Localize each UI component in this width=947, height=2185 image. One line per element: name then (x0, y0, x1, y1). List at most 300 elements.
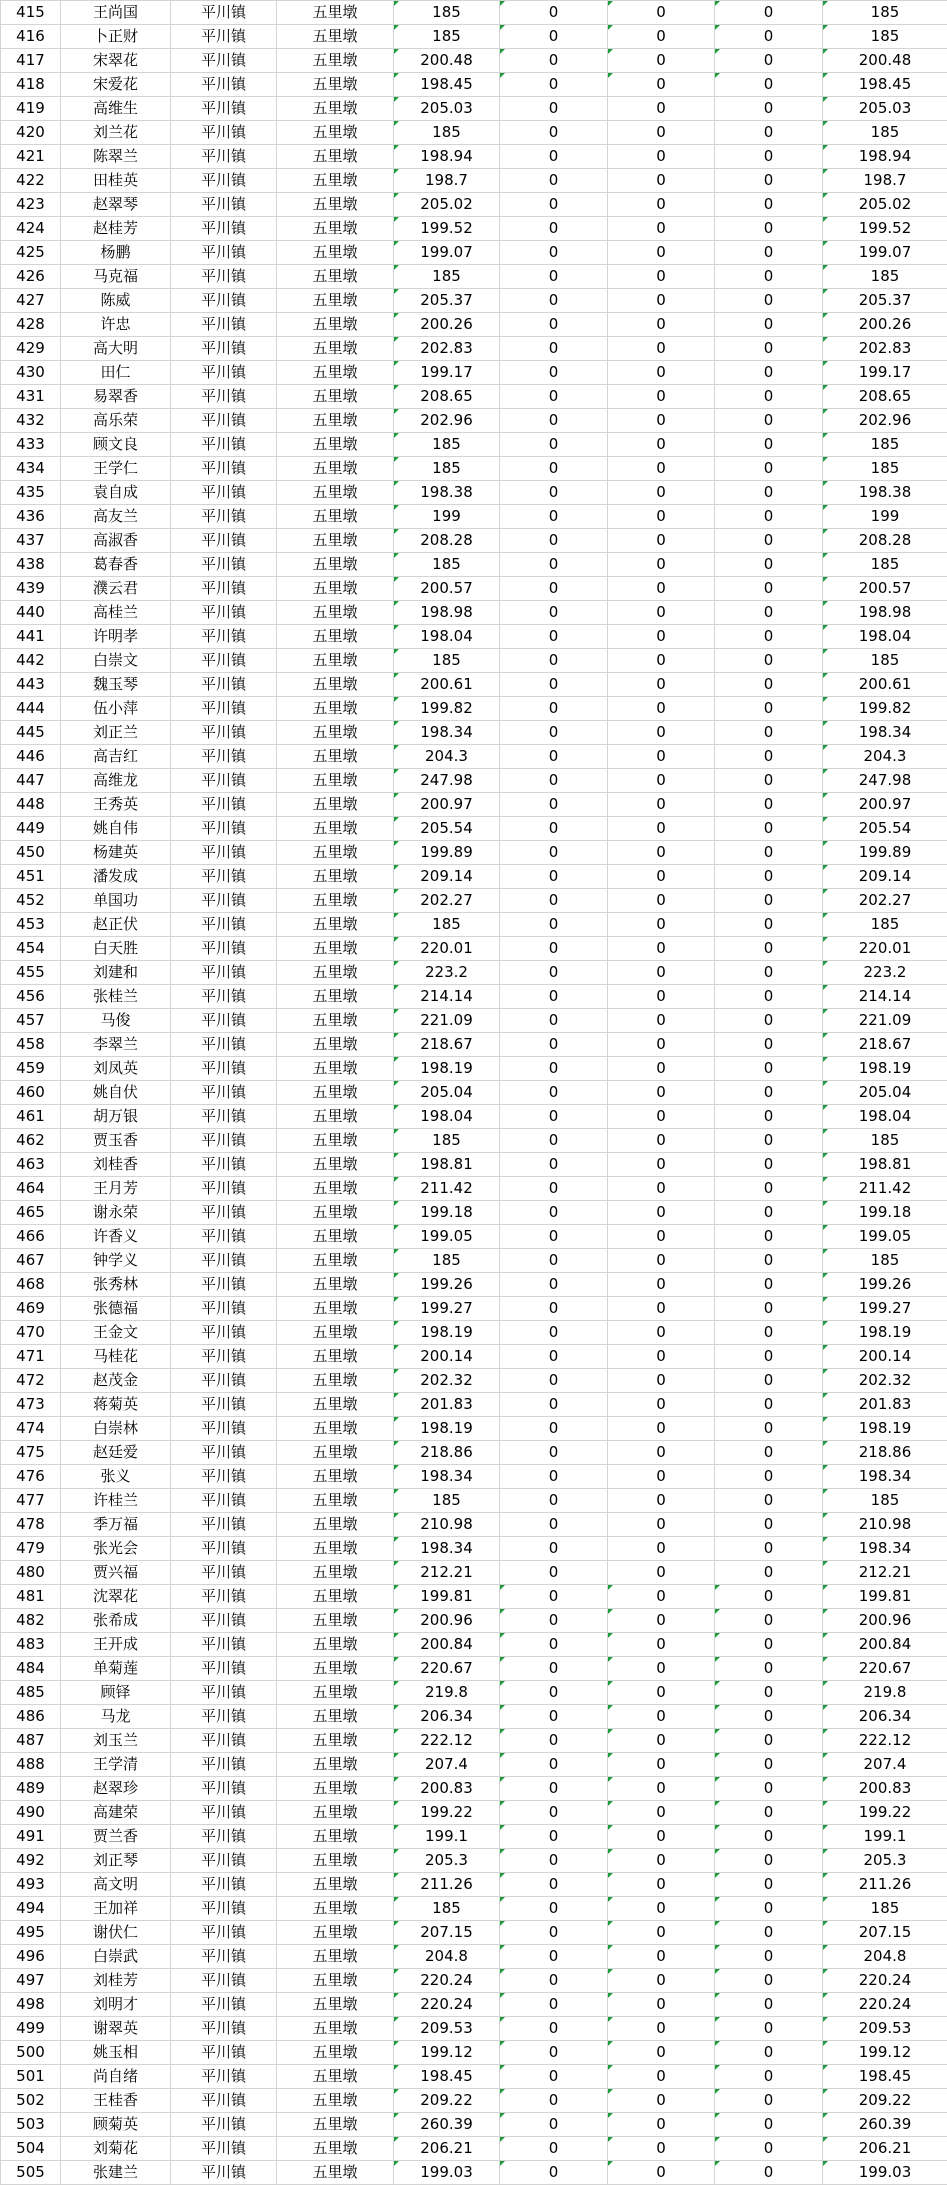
name-cell[interactable]: 单国功 (61, 889, 171, 913)
value-cell[interactable]: 0 (608, 217, 715, 241)
total-cell[interactable]: 200.97 (823, 793, 947, 817)
name-cell[interactable]: 陈威 (61, 289, 171, 313)
town-cell[interactable]: 平川镇 (171, 985, 277, 1009)
value-cell[interactable]: 0 (715, 2161, 823, 2185)
value-cell[interactable]: 0 (715, 601, 823, 625)
amount-cell[interactable]: 202.27 (394, 889, 500, 913)
row-number-cell[interactable]: 504 (1, 2137, 61, 2161)
name-cell[interactable]: 刘桂芳 (61, 1969, 171, 1993)
value-cell[interactable]: 0 (500, 1753, 608, 1777)
value-cell[interactable]: 0 (500, 793, 608, 817)
name-cell[interactable]: 贾兴福 (61, 1561, 171, 1585)
amount-cell[interactable]: 198.98 (394, 601, 500, 625)
row-number-cell[interactable]: 456 (1, 985, 61, 1009)
value-cell[interactable]: 0 (608, 769, 715, 793)
name-cell[interactable]: 张桂兰 (61, 985, 171, 1009)
amount-cell[interactable]: 198.34 (394, 1537, 500, 1561)
value-cell[interactable]: 0 (500, 1009, 608, 1033)
amount-cell[interactable]: 260.39 (394, 2113, 500, 2137)
name-cell[interactable]: 季万福 (61, 1513, 171, 1537)
value-cell[interactable]: 0 (500, 817, 608, 841)
name-cell[interactable]: 马俊 (61, 1009, 171, 1033)
total-cell[interactable]: 185 (823, 265, 947, 289)
village-cell[interactable]: 五里墩 (277, 1321, 394, 1345)
value-cell[interactable]: 0 (715, 1657, 823, 1681)
value-cell[interactable]: 0 (715, 1441, 823, 1465)
value-cell[interactable]: 0 (608, 1873, 715, 1897)
amount-cell[interactable]: 204.8 (394, 1945, 500, 1969)
name-cell[interactable]: 贾兰香 (61, 1825, 171, 1849)
village-cell[interactable]: 五里墩 (277, 49, 394, 73)
row-number-cell[interactable]: 461 (1, 1105, 61, 1129)
value-cell[interactable]: 0 (715, 481, 823, 505)
value-cell[interactable]: 0 (608, 1129, 715, 1153)
value-cell[interactable]: 0 (500, 25, 608, 49)
value-cell[interactable]: 0 (608, 1153, 715, 1177)
value-cell[interactable]: 0 (500, 1945, 608, 1969)
row-number-cell[interactable]: 488 (1, 1753, 61, 1777)
amount-cell[interactable]: 202.32 (394, 1369, 500, 1393)
value-cell[interactable]: 0 (500, 1393, 608, 1417)
total-cell[interactable]: 220.01 (823, 937, 947, 961)
value-cell[interactable]: 0 (715, 241, 823, 265)
total-cell[interactable]: 185 (823, 1, 947, 25)
value-cell[interactable]: 0 (608, 1, 715, 25)
value-cell[interactable]: 0 (715, 1537, 823, 1561)
town-cell[interactable]: 平川镇 (171, 1801, 277, 1825)
town-cell[interactable]: 平川镇 (171, 2137, 277, 2161)
value-cell[interactable]: 0 (500, 1825, 608, 1849)
value-cell[interactable]: 0 (608, 529, 715, 553)
value-cell[interactable]: 0 (500, 769, 608, 793)
amount-cell[interactable]: 185 (394, 1249, 500, 1273)
village-cell[interactable]: 五里墩 (277, 1273, 394, 1297)
value-cell[interactable]: 0 (608, 97, 715, 121)
village-cell[interactable]: 五里墩 (277, 577, 394, 601)
village-cell[interactable]: 五里墩 (277, 1057, 394, 1081)
village-cell[interactable]: 五里墩 (277, 1633, 394, 1657)
value-cell[interactable]: 0 (608, 1849, 715, 1873)
value-cell[interactable]: 0 (608, 1225, 715, 1249)
name-cell[interactable]: 刘玉兰 (61, 1729, 171, 1753)
value-cell[interactable]: 0 (715, 841, 823, 865)
value-cell[interactable]: 0 (608, 625, 715, 649)
row-number-cell[interactable]: 441 (1, 625, 61, 649)
amount-cell[interactable]: 200.96 (394, 1609, 500, 1633)
village-cell[interactable]: 五里墩 (277, 889, 394, 913)
town-cell[interactable]: 平川镇 (171, 817, 277, 841)
total-cell[interactable]: 218.67 (823, 1033, 947, 1057)
town-cell[interactable]: 平川镇 (171, 577, 277, 601)
name-cell[interactable]: 马龙 (61, 1705, 171, 1729)
town-cell[interactable]: 平川镇 (171, 1777, 277, 1801)
total-cell[interactable]: 185 (823, 913, 947, 937)
name-cell[interactable]: 刘明才 (61, 1993, 171, 2017)
village-cell[interactable]: 五里墩 (277, 1081, 394, 1105)
value-cell[interactable]: 0 (608, 2113, 715, 2137)
village-cell[interactable]: 五里墩 (277, 625, 394, 649)
value-cell[interactable]: 0 (608, 1201, 715, 1225)
name-cell[interactable]: 沈翠花 (61, 1585, 171, 1609)
row-number-cell[interactable]: 455 (1, 961, 61, 985)
value-cell[interactable]: 0 (715, 433, 823, 457)
town-cell[interactable]: 平川镇 (171, 2113, 277, 2137)
amount-cell[interactable]: 199.26 (394, 1273, 500, 1297)
amount-cell[interactable]: 199.81 (394, 1585, 500, 1609)
value-cell[interactable]: 0 (608, 409, 715, 433)
row-number-cell[interactable]: 421 (1, 145, 61, 169)
row-number-cell[interactable]: 489 (1, 1777, 61, 1801)
value-cell[interactable]: 0 (500, 2089, 608, 2113)
row-number-cell[interactable]: 445 (1, 721, 61, 745)
row-number-cell[interactable]: 498 (1, 1993, 61, 2017)
value-cell[interactable]: 0 (715, 121, 823, 145)
town-cell[interactable]: 平川镇 (171, 1489, 277, 1513)
name-cell[interactable]: 赵廷爱 (61, 1441, 171, 1465)
village-cell[interactable]: 五里墩 (277, 1393, 394, 1417)
row-number-cell[interactable]: 491 (1, 1825, 61, 1849)
amount-cell[interactable]: 199.89 (394, 841, 500, 865)
name-cell[interactable]: 高建荣 (61, 1801, 171, 1825)
value-cell[interactable]: 0 (608, 1057, 715, 1081)
town-cell[interactable]: 平川镇 (171, 1201, 277, 1225)
total-cell[interactable]: 218.86 (823, 1441, 947, 1465)
amount-cell[interactable]: 198.04 (394, 1105, 500, 1129)
value-cell[interactable]: 0 (608, 193, 715, 217)
value-cell[interactable]: 0 (715, 1033, 823, 1057)
name-cell[interactable]: 高桂兰 (61, 601, 171, 625)
value-cell[interactable]: 0 (715, 1201, 823, 1225)
total-cell[interactable]: 185 (823, 433, 947, 457)
amount-cell[interactable]: 185 (394, 25, 500, 49)
value-cell[interactable]: 0 (715, 1969, 823, 1993)
village-cell[interactable]: 五里墩 (277, 529, 394, 553)
value-cell[interactable]: 0 (500, 937, 608, 961)
row-number-cell[interactable]: 484 (1, 1657, 61, 1681)
total-cell[interactable]: 204.3 (823, 745, 947, 769)
row-number-cell[interactable]: 435 (1, 481, 61, 505)
amount-cell[interactable]: 200.57 (394, 577, 500, 601)
value-cell[interactable]: 0 (500, 1465, 608, 1489)
value-cell[interactable]: 0 (608, 673, 715, 697)
value-cell[interactable]: 0 (608, 985, 715, 1009)
value-cell[interactable]: 0 (500, 1537, 608, 1561)
value-cell[interactable]: 0 (500, 1873, 608, 1897)
row-number-cell[interactable]: 471 (1, 1345, 61, 1369)
value-cell[interactable]: 0 (715, 25, 823, 49)
row-number-cell[interactable]: 440 (1, 601, 61, 625)
value-cell[interactable]: 0 (715, 1585, 823, 1609)
name-cell[interactable]: 王开成 (61, 1633, 171, 1657)
value-cell[interactable]: 0 (500, 1105, 608, 1129)
value-cell[interactable]: 0 (715, 1897, 823, 1921)
total-cell[interactable]: 199.17 (823, 361, 947, 385)
value-cell[interactable]: 0 (715, 193, 823, 217)
village-cell[interactable]: 五里墩 (277, 1561, 394, 1585)
town-cell[interactable]: 平川镇 (171, 769, 277, 793)
value-cell[interactable]: 0 (608, 2089, 715, 2113)
total-cell[interactable]: 200.57 (823, 577, 947, 601)
amount-cell[interactable]: 198.45 (394, 2065, 500, 2089)
total-cell[interactable]: 200.14 (823, 1345, 947, 1369)
row-number-cell[interactable]: 448 (1, 793, 61, 817)
total-cell[interactable]: 205.37 (823, 289, 947, 313)
total-cell[interactable]: 199.52 (823, 217, 947, 241)
value-cell[interactable]: 0 (608, 1753, 715, 1777)
amount-cell[interactable]: 223.2 (394, 961, 500, 985)
amount-cell[interactable]: 205.02 (394, 193, 500, 217)
town-cell[interactable]: 平川镇 (171, 625, 277, 649)
value-cell[interactable]: 0 (500, 121, 608, 145)
village-cell[interactable]: 五里墩 (277, 553, 394, 577)
amount-cell[interactable]: 208.65 (394, 385, 500, 409)
value-cell[interactable]: 0 (500, 1969, 608, 1993)
row-number-cell[interactable]: 436 (1, 505, 61, 529)
amount-cell[interactable]: 221.09 (394, 1009, 500, 1033)
town-cell[interactable]: 平川镇 (171, 433, 277, 457)
town-cell[interactable]: 平川镇 (171, 649, 277, 673)
row-number-cell[interactable]: 452 (1, 889, 61, 913)
name-cell[interactable]: 许香义 (61, 1225, 171, 1249)
amount-cell[interactable]: 220.24 (394, 1969, 500, 1993)
total-cell[interactable]: 198.19 (823, 1057, 947, 1081)
row-number-cell[interactable]: 479 (1, 1537, 61, 1561)
value-cell[interactable]: 0 (500, 1417, 608, 1441)
value-cell[interactable]: 0 (715, 1177, 823, 1201)
total-cell[interactable]: 199.22 (823, 1801, 947, 1825)
row-number-cell[interactable]: 443 (1, 673, 61, 697)
town-cell[interactable]: 平川镇 (171, 937, 277, 961)
town-cell[interactable]: 平川镇 (171, 2017, 277, 2041)
row-number-cell[interactable]: 495 (1, 1921, 61, 1945)
amount-cell[interactable]: 200.84 (394, 1633, 500, 1657)
row-number-cell[interactable]: 437 (1, 529, 61, 553)
value-cell[interactable]: 0 (715, 793, 823, 817)
village-cell[interactable]: 五里墩 (277, 1249, 394, 1273)
town-cell[interactable]: 平川镇 (171, 913, 277, 937)
value-cell[interactable]: 0 (608, 2161, 715, 2185)
amount-cell[interactable]: 206.21 (394, 2137, 500, 2161)
total-cell[interactable]: 199.81 (823, 1585, 947, 1609)
row-number-cell[interactable]: 477 (1, 1489, 61, 1513)
value-cell[interactable]: 0 (715, 505, 823, 529)
village-cell[interactable]: 五里墩 (277, 1297, 394, 1321)
town-cell[interactable]: 平川镇 (171, 1633, 277, 1657)
value-cell[interactable]: 0 (608, 841, 715, 865)
value-cell[interactable]: 0 (500, 2113, 608, 2137)
value-cell[interactable]: 0 (500, 2017, 608, 2041)
value-cell[interactable]: 0 (608, 1657, 715, 1681)
amount-cell[interactable]: 185 (394, 553, 500, 577)
value-cell[interactable]: 0 (608, 1441, 715, 1465)
total-cell[interactable]: 185 (823, 1129, 947, 1153)
name-cell[interactable]: 刘凤英 (61, 1057, 171, 1081)
town-cell[interactable]: 平川镇 (171, 1705, 277, 1729)
value-cell[interactable]: 0 (608, 865, 715, 889)
value-cell[interactable]: 0 (715, 865, 823, 889)
value-cell[interactable]: 0 (715, 913, 823, 937)
value-cell[interactable]: 0 (500, 1849, 608, 1873)
village-cell[interactable]: 五里墩 (277, 1513, 394, 1537)
row-number-cell[interactable]: 463 (1, 1153, 61, 1177)
total-cell[interactable]: 212.21 (823, 1561, 947, 1585)
value-cell[interactable]: 0 (500, 1153, 608, 1177)
name-cell[interactable]: 卜正财 (61, 25, 171, 49)
name-cell[interactable]: 钟学义 (61, 1249, 171, 1273)
total-cell[interactable]: 206.34 (823, 1705, 947, 1729)
value-cell[interactable]: 0 (500, 193, 608, 217)
name-cell[interactable]: 赵翠琴 (61, 193, 171, 217)
village-cell[interactable]: 五里墩 (277, 913, 394, 937)
village-cell[interactable]: 五里墩 (277, 1441, 394, 1465)
total-cell[interactable]: 198.34 (823, 1465, 947, 1489)
town-cell[interactable]: 平川镇 (171, 289, 277, 313)
amount-cell[interactable]: 199.12 (394, 2041, 500, 2065)
amount-cell[interactable]: 205.3 (394, 1849, 500, 1873)
name-cell[interactable]: 宋爱花 (61, 73, 171, 97)
total-cell[interactable]: 185 (823, 1489, 947, 1513)
value-cell[interactable]: 0 (715, 337, 823, 361)
village-cell[interactable]: 五里墩 (277, 1417, 394, 1441)
name-cell[interactable]: 许忠 (61, 313, 171, 337)
village-cell[interactable]: 五里墩 (277, 985, 394, 1009)
amount-cell[interactable]: 218.86 (394, 1441, 500, 1465)
town-cell[interactable]: 平川镇 (171, 673, 277, 697)
value-cell[interactable]: 0 (715, 169, 823, 193)
value-cell[interactable]: 0 (500, 745, 608, 769)
total-cell[interactable]: 185 (823, 649, 947, 673)
value-cell[interactable]: 0 (608, 1513, 715, 1537)
village-cell[interactable]: 五里墩 (277, 313, 394, 337)
town-cell[interactable]: 平川镇 (171, 1273, 277, 1297)
village-cell[interactable]: 五里墩 (277, 25, 394, 49)
value-cell[interactable]: 0 (715, 73, 823, 97)
amount-cell[interactable]: 185 (394, 1489, 500, 1513)
value-cell[interactable]: 0 (715, 1633, 823, 1657)
row-number-cell[interactable]: 431 (1, 385, 61, 409)
total-cell[interactable]: 200.48 (823, 49, 947, 73)
amount-cell[interactable]: 220.01 (394, 937, 500, 961)
village-cell[interactable]: 五里墩 (277, 2017, 394, 2041)
value-cell[interactable]: 0 (715, 1153, 823, 1177)
village-cell[interactable]: 五里墩 (277, 1153, 394, 1177)
town-cell[interactable]: 平川镇 (171, 145, 277, 169)
amount-cell[interactable]: 199.05 (394, 1225, 500, 1249)
value-cell[interactable]: 0 (608, 1345, 715, 1369)
town-cell[interactable]: 平川镇 (171, 481, 277, 505)
town-cell[interactable]: 平川镇 (171, 1081, 277, 1105)
total-cell[interactable]: 185 (823, 553, 947, 577)
amount-cell[interactable]: 199.18 (394, 1201, 500, 1225)
village-cell[interactable]: 五里墩 (277, 937, 394, 961)
value-cell[interactable]: 0 (608, 1561, 715, 1585)
value-cell[interactable]: 0 (500, 1801, 608, 1825)
value-cell[interactable]: 0 (500, 1081, 608, 1105)
amount-cell[interactable]: 198.04 (394, 625, 500, 649)
village-cell[interactable]: 五里墩 (277, 1537, 394, 1561)
value-cell[interactable]: 0 (608, 1537, 715, 1561)
value-cell[interactable]: 0 (608, 961, 715, 985)
amount-cell[interactable]: 207.4 (394, 1753, 500, 1777)
village-cell[interactable]: 五里墩 (277, 1873, 394, 1897)
village-cell[interactable]: 五里墩 (277, 217, 394, 241)
town-cell[interactable]: 平川镇 (171, 697, 277, 721)
value-cell[interactable]: 0 (715, 553, 823, 577)
row-number-cell[interactable]: 442 (1, 649, 61, 673)
total-cell[interactable]: 208.28 (823, 529, 947, 553)
value-cell[interactable]: 0 (500, 2137, 608, 2161)
total-cell[interactable]: 223.2 (823, 961, 947, 985)
total-cell[interactable]: 214.14 (823, 985, 947, 1009)
amount-cell[interactable]: 205.03 (394, 97, 500, 121)
name-cell[interactable]: 张秀林 (61, 1273, 171, 1297)
value-cell[interactable]: 0 (608, 937, 715, 961)
value-cell[interactable]: 0 (608, 1249, 715, 1273)
name-cell[interactable]: 陈翠兰 (61, 145, 171, 169)
town-cell[interactable]: 平川镇 (171, 1, 277, 25)
row-number-cell[interactable]: 462 (1, 1129, 61, 1153)
value-cell[interactable]: 0 (608, 433, 715, 457)
value-cell[interactable]: 0 (715, 49, 823, 73)
village-cell[interactable]: 五里墩 (277, 1825, 394, 1849)
name-cell[interactable]: 白崇文 (61, 649, 171, 673)
value-cell[interactable]: 0 (500, 1225, 608, 1249)
total-cell[interactable]: 205.02 (823, 193, 947, 217)
total-cell[interactable]: 185 (823, 1249, 947, 1273)
row-number-cell[interactable]: 503 (1, 2113, 61, 2137)
value-cell[interactable]: 0 (500, 1513, 608, 1537)
value-cell[interactable]: 0 (500, 1993, 608, 2017)
village-cell[interactable]: 五里墩 (277, 721, 394, 745)
town-cell[interactable]: 平川镇 (171, 385, 277, 409)
village-cell[interactable]: 五里墩 (277, 1849, 394, 1873)
total-cell[interactable]: 205.04 (823, 1081, 947, 1105)
amount-cell[interactable]: 200.83 (394, 1777, 500, 1801)
village-cell[interactable]: 五里墩 (277, 1945, 394, 1969)
amount-cell[interactable]: 199.22 (394, 1801, 500, 1825)
village-cell[interactable]: 五里墩 (277, 385, 394, 409)
row-number-cell[interactable]: 423 (1, 193, 61, 217)
name-cell[interactable]: 王月芳 (61, 1177, 171, 1201)
name-cell[interactable]: 贾玉香 (61, 1129, 171, 1153)
village-cell[interactable]: 五里墩 (277, 1753, 394, 1777)
value-cell[interactable]: 0 (715, 1801, 823, 1825)
value-cell[interactable]: 0 (608, 289, 715, 313)
value-cell[interactable]: 0 (608, 1369, 715, 1393)
village-cell[interactable]: 五里墩 (277, 1369, 394, 1393)
total-cell[interactable]: 199.03 (823, 2161, 947, 2185)
name-cell[interactable]: 单菊莲 (61, 1657, 171, 1681)
row-number-cell[interactable]: 496 (1, 1945, 61, 1969)
value-cell[interactable]: 0 (715, 2089, 823, 2113)
total-cell[interactable]: 200.84 (823, 1633, 947, 1657)
value-cell[interactable]: 0 (608, 313, 715, 337)
total-cell[interactable]: 199.12 (823, 2041, 947, 2065)
value-cell[interactable]: 0 (500, 721, 608, 745)
amount-cell[interactable]: 222.12 (394, 1729, 500, 1753)
town-cell[interactable]: 平川镇 (171, 1369, 277, 1393)
row-number-cell[interactable]: 426 (1, 265, 61, 289)
amount-cell[interactable]: 199.03 (394, 2161, 500, 2185)
value-cell[interactable]: 0 (608, 1033, 715, 1057)
town-cell[interactable]: 平川镇 (171, 1177, 277, 1201)
town-cell[interactable]: 平川镇 (171, 217, 277, 241)
village-cell[interactable]: 五里墩 (277, 289, 394, 313)
value-cell[interactable]: 0 (715, 2137, 823, 2161)
row-number-cell[interactable]: 493 (1, 1873, 61, 1897)
total-cell[interactable]: 198.34 (823, 721, 947, 745)
village-cell[interactable]: 五里墩 (277, 361, 394, 385)
